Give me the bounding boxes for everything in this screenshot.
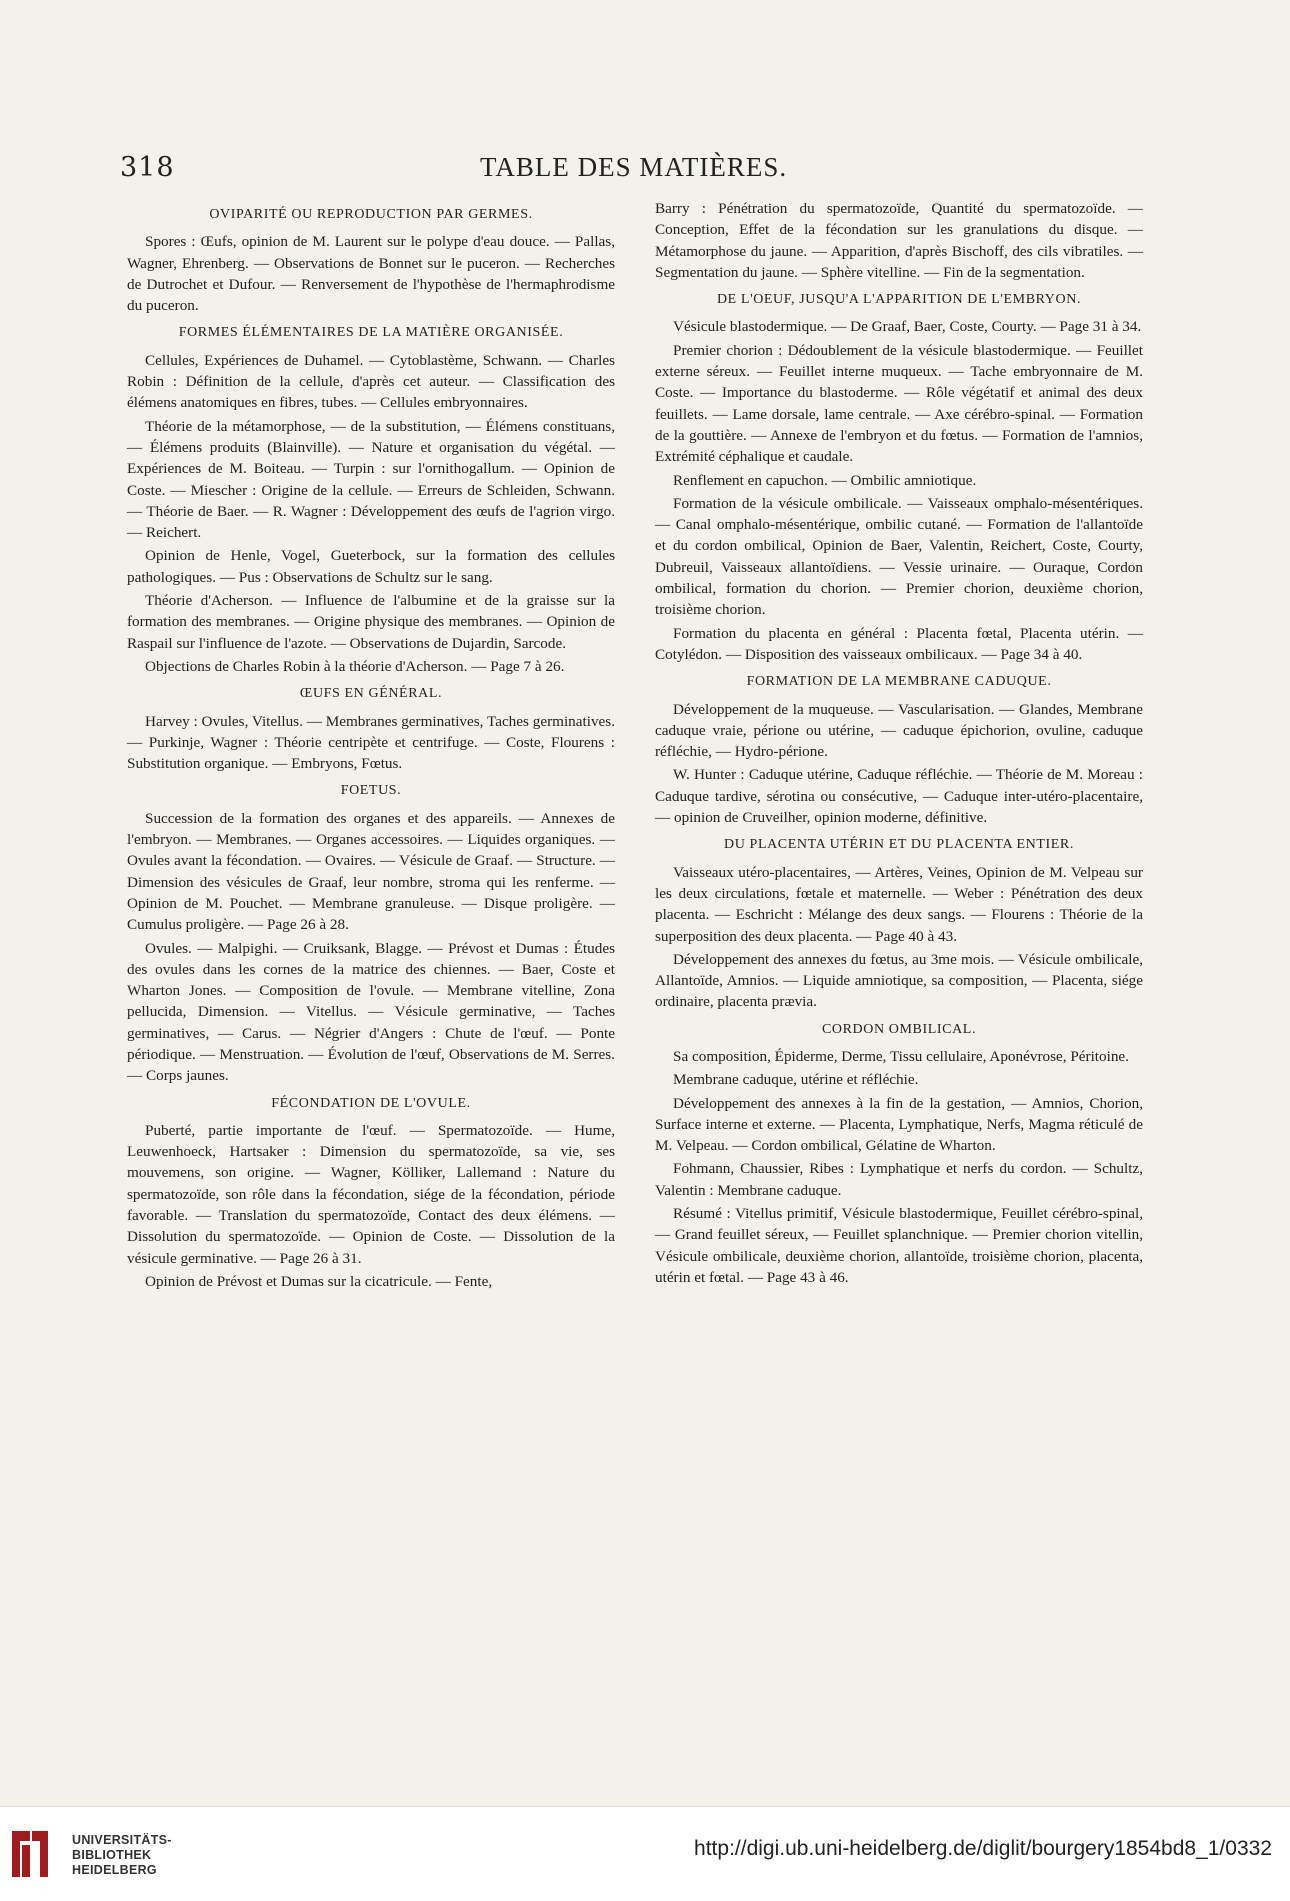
index-paragraph: Opinion de Prévost et Dumas sur la cicatricule. — Fente, [145, 1272, 493, 1290]
index-paragraph: Vaisseaux utéro-placentaires, — Artères, Veines, Opinion de M. Velpeau sur les deux circulations, fœtale et maternelle. — Weber : Pénétration des deux placenta. — Eschricht : Mélange des deux sangs. — Flourens : Théorie de la superposition des deux placenta. — Page 40 à 43. [655, 863, 1143, 945]
section-heading: DU PLACENTA UTÉRIN ET DU PLACENTA ENTIER. [724, 837, 1074, 853]
index-paragraph: Développement des annexes du fœtus, au 3me mois. — Vésicule ombilicale, Allantoïde, Amnios. — Liquide amniotique, sa composition, — Placenta, siége ordinaire, placenta prævia. [655, 950, 1143, 1011]
source-url-link[interactable]: http://digi.ub.uni-heidelberg.de/diglit/bourgery1854bd8_1/0332 [694, 1837, 1272, 1860]
index-paragraph: Formation de la vésicule ombilicale. — Vaisseaux omphalo-mésentériques. — Canal omphalo-mésentérique, ombilic cutané. — Formation de l'allantoïde et du cordon ombilical, Opinion de Baer, Valentin, Reichert, Coste, Courty, Dubreuil, Vaisseaux allantoïdiens. — Vessie urinaire. — Ouraque, Cordon ombilical, formation du chorion. — Premier chorion, deuxième chorion, troisième chorion. [655, 494, 1143, 619]
section-heading: OVIPARITÉ OU REPRODUCTION PAR GERMES. [209, 207, 533, 222]
page-number: 318 [120, 152, 175, 183]
right-column [655, 198, 1143, 1290]
index-paragraph: Premier chorion : Dédoublement de la vésicule blastodermique. — Feuillet externe séreux. — Feuillet interne muqueux. — Tache embryonnaire de M. Coste. — Importance du blastoderme. — Rôle végétatif et animal des deux feuillets. — Lame dorsale, lame centrale. — Axe cérébro-spinal. — Formation de la gouttière. — Annexe de l'embryon et du fœtus. — Formation de l'amnios, Extrémité céphalique et caudale. [655, 341, 1143, 466]
index-paragraph: Spores : Œufs, opinion de M. Laurent sur le polype d'eau douce. — Pallas, Wagner, Ehrenberg. — Observations de Bonnet sur le puceron. — Recherches de Dutrochet et Dufour. — Renversement de l'hypothèse de l'hermaphrodisme du puceron. [127, 233, 615, 315]
index-paragraph: Résumé : Vitellus primitif, Vésicule blastodermique, Feuillet cérébro-spinal, — Grand feuillet séreux, — Feuillet splanchnique. — Premier chorion vitellin, Vésicule ombilicale, deuxième chorion, allantoïde, troisième chorion, placenta, utérin et fœtal. — Page 43 à 46. [655, 1205, 1143, 1286]
section-heading: FORMES ÉLÉMENTAIRES DE LA MATIÈRE ORGANISÉE. [178, 325, 564, 341]
index-paragraph: Formation du placenta en général : Placenta fœtal, Placenta utérin. — Cotylédon. — Disposition des vaisseaux ombilicaux. — Page 34 à 40. [655, 624, 1143, 663]
index-paragraph: Vésicule blastodermique. — De Graaf, Baer, Coste, Courty. — Page 31 à 34. [673, 318, 1142, 336]
section-heading: FOETUS. [340, 783, 402, 799]
index-paragraph: Théorie de la métamorphose, — de la substitution, — Élémens constituans, — Élémens produits (Blainville). — Nature et organisation du végétal. — Expériences de M. Boiteau. — Turpin : sur l'ornithogallum. — Opinion de Coste. — Miescher : Origine de la cellule. — Erreurs de Schleiden, Schwann. — Théorie de Baer. — R. Wagner : Développement des œufs de l'agrion virgo. — Reichert. [127, 417, 615, 542]
index-paragraph: Sa composition, Épiderme, Derme, Tissu cellulaire, Aponévrose, Péritoine. [673, 1047, 1129, 1065]
index-paragraph: Ovules. — Malpighi. — Cruiksank, Blagge. — Prévost et Dumas : Études des ovules dans les cornes de la matrice des chiennes. — Baer, Coste et Wharton Jones. — Composition de l'ovule. — Membrane vitelline, Zona pellucida, Dimension. — Vitellus. — Vésicule germinative, — Taches germinatives, — Carus. — Négrier d'Angers : Chute de l'œuf. — Ponte périodique. — Menstruation. — Évolution de l'œuf, Observations de M. Serres. — Corps jaunes. [127, 939, 615, 1085]
index-paragraph: Opinion de Henle, Vogel, Gueterbock, sur la formation des cellules pathologiques. — Pus : Observations de Schultz sur le sang. [127, 547, 615, 586]
index-paragraph: Barry : Pénétration du spermatozoïde, Quantité du spermatozoïde. — Conception, Effet de la fécondation sur les granulations du disque. — Métamorphose du jaune. — Apparition, d'après Bischoff, des cils vibratiles. — Segmentation du jaune. — Sphère vitelline. — Fin de la segmentation. [655, 200, 1143, 281]
index-paragraph: Harvey : Ovules, Vitellus. — Membranes germinatives, Taches germinatives. — Purkinje, Wagner : Théorie centripète et centrifuge. — Coste, Flourens : Substitution organique. — Embryons, Fœtus. [127, 712, 615, 773]
index-paragraph: Renflement en capuchon. — Ombilic amniotique. [673, 471, 977, 489]
library-name-line: UNIVERSITÄTS- [72, 1833, 172, 1847]
index-paragraph: Objections de Charles Robin à la théorie d'Acherson. — Page 7 à 26. [145, 657, 565, 675]
index-paragraph: Puberté, partie importante de l'œuf. — Spermatozoïde. — Hume, Leuwenhoeck, Hartsaker : Dimension du spermatozoïde, sa vie, ses mouvemens, son origine. — Wagner, Kölliker, Lallemand : Nature du spermatozoïde, son rôle dans la fécondation, siége de la fécondation, période favorable. — Translation du spermatozoïde, Contact des deux élémens. — Dissolution du spermatozoïde. — Opinion de Coste. — Dissolution de la vésicule germinative. — Page 26 à 31. [127, 1121, 615, 1267]
index-paragraph: Développement de la muqueuse. — Vascularisation. — Glandes, Membrane caduque vraie, périone ou utérine, — caduque épichorion, ovuline, caduque réfléchie, — Hydro-périone. [655, 700, 1143, 761]
index-paragraph: Cellules, Expériences de Duhamel. — Cytoblastème, Schwann. — Charles Robin : Définition de la cellule, d'après cet auteur. — Classification des élémens anatomiques en fibres, tubes. — Cellules embryonnaires. [127, 351, 615, 412]
index-paragraph: W. Hunter : Caduque utérine, Caduque réfléchie. — Théorie de M. Moreau : Caduque tardive, sérotina ou consécutive, — Caduque inter-utéro-placentaire, — opinion de Cruveilher, opinion moderne, définitive. [655, 766, 1143, 827]
section-heading: CORDON OMBILICAL. [821, 1021, 977, 1037]
section-heading: ŒUFS EN GÉNÉRAL. [299, 686, 443, 702]
footer-bar [0, 1806, 1290, 1901]
index-paragraph: Développement des annexes à la fin de la gestation, — Amnios, Chorion, Surface interne et externe. — Placenta, Lymphatique, Nerfs, Magma réticulé de M. Velpeau. — Cordon ombilical, Gélatine de Wharton. [655, 1094, 1143, 1155]
library-name-line: BIBLIOTHEK [72, 1848, 152, 1862]
index-paragraph: Membrane caduque, utérine et réfléchie. [673, 1071, 919, 1089]
section-heading: FORMATION DE LA MEMBRANE CADUQUE. [746, 674, 1052, 690]
library-name[interactable] [72, 1833, 172, 1878]
section-heading: DE L'OEUF, JUSQU'A L'APPARITION DE L'EMBRYON. [716, 292, 1082, 308]
index-paragraph: Fohmann, Chaussier, Ribes : Lymphatique et nerfs du cordon. — Schultz, Valentin : Membrane caduque. [655, 1160, 1143, 1199]
university-library-logo-icon[interactable] [8, 1827, 52, 1881]
library-name-line: HEIDELBERG [72, 1863, 157, 1877]
index-paragraph: Succession de la formation des organes et des appareils. — Annexes de l'embryon. — Membranes. — Organes accessoires. — Liquides organiques. — Ovules avant la fécondation. — Ovaires. — Vésicule de Graaf. — Structure. — Dimension des vésicules de Graaf, leur nombre, stroma qui les renferme. — Opinion de M. Pouchet. — Membrane granuleuse. — Disque proligère. — Cumulus proligère. — Page 26 à 28. [127, 809, 615, 934]
left-column [127, 198, 615, 1294]
running-title: TABLE DES MATIÈRES. [480, 152, 788, 182]
section-heading: FÉCONDATION DE L'OVULE. [271, 1095, 471, 1111]
index-paragraph: Théorie d'Acherson. — Influence de l'albumine et de la graisse sur la formation des membranes. — Origine physique des membranes. — Opinion de Raspail sur l'influence de l'azote. — Observations de Dujardin, Sarcode. [127, 592, 615, 652]
